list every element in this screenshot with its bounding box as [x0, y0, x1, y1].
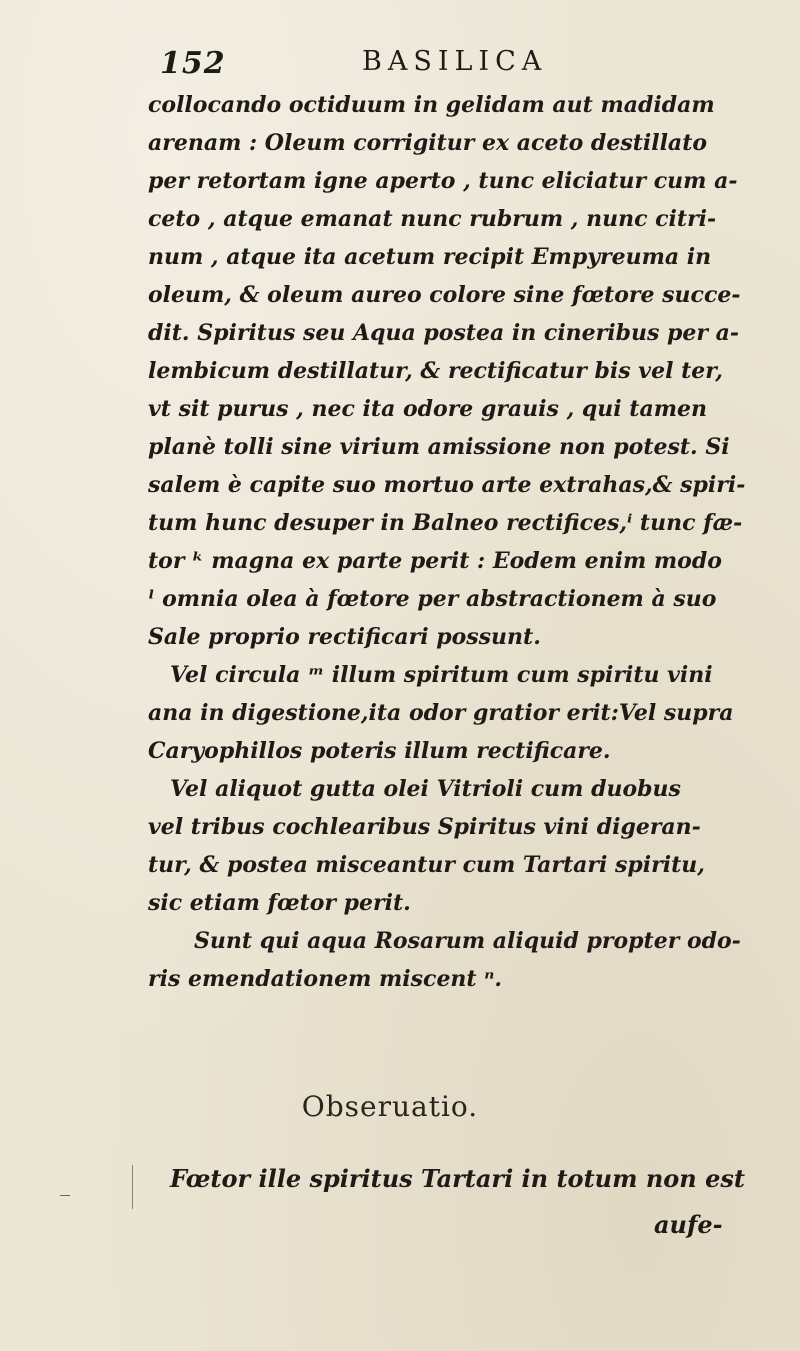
text-line: Sale proprio rectificari possunt.: [148, 624, 541, 650]
page-number: 152: [160, 46, 226, 81]
text-line: oleum, & oleum aureo colore sine fœtore succe-: [148, 282, 741, 308]
fold-mark: [132, 1165, 137, 1209]
text-line: dit. Spiritus seu Aqua postea in cineribus per a-: [148, 320, 740, 346]
text-line: vt sit purus , nec ita odore grauis , qui tamen: [148, 396, 707, 422]
text-line: per retortam igne aperto , tunc eliciatur cum a-: [148, 168, 738, 194]
text-line: vel tribus cochlearibus Spiritus vini digeran-: [148, 814, 701, 840]
text-line: Vel aliquot gutta olei Vitrioli cum duobus: [170, 776, 681, 802]
text-line: num , atque ita acetum recipit Empyreuma in: [148, 244, 712, 270]
main-text: [148, 86, 768, 998]
text-line: lembicum destillatur, & rectificatur bis vel ter,: [148, 358, 723, 384]
text-line: Vel circula ᵐ illum spiritum cum spiritu vini: [170, 662, 713, 688]
text-line: ˡ omnia olea à fœtore per abstractionem à suo: [148, 586, 717, 612]
text-line: tor ᵏ magna ex parte perit : Eodem enim modo: [148, 548, 722, 574]
text-line: arenam : Oleum corrigitur ex aceto destillato: [148, 130, 708, 156]
text-line: collocando octiduum in gelidam aut madidam: [148, 92, 715, 118]
text-line: tur, & postea misceantur cum Tartari spiritu,: [148, 852, 705, 878]
page-header: [160, 42, 610, 82]
text-line: ris emendationem miscent ⁿ.: [148, 966, 502, 992]
text-line: ceto , atque emanat nunc rubrum , nunc citri-: [148, 206, 717, 232]
text-line: Caryophillos poteris illum rectificare.: [148, 738, 611, 764]
ink-smudge: [60, 1195, 70, 1196]
text-line: Sunt qui aqua Rosarum aliquid propter odo-: [194, 928, 741, 954]
section-heading: Obseruatio.: [301, 1090, 479, 1123]
running-head: BASILICA: [362, 46, 548, 77]
text-line: ana in digestione,ita odor gratior erit:Vel supra: [148, 700, 734, 726]
text-line: sic etiam fœtor perit.: [148, 890, 411, 916]
catchword: aufe-: [654, 1210, 723, 1239]
text-line: salem è capite suo mortuo arte extrahas,& spiri-: [148, 472, 746, 498]
text-line: tum hunc desuper in Balneo rectifices,ⁱ tunc fæ-: [148, 510, 743, 536]
observation-text: Fœtor ille spiritus Tartari in totum non est: [170, 1164, 745, 1193]
text-line: planè tolli sine virium amissione non potest. Si: [148, 434, 730, 460]
